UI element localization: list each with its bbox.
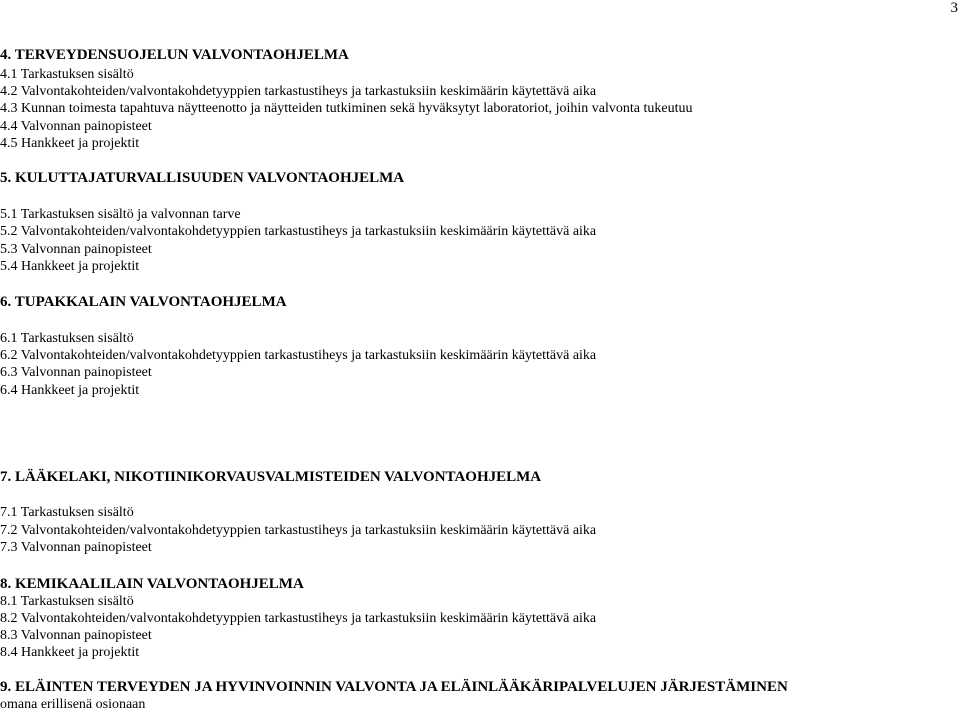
section-heading: 4. TERVEYDENSUOJELUN VALVONTAOHJELMA	[0, 47, 349, 63]
section-item: 5.3 Valvonnan painopisteet	[0, 242, 152, 257]
section-item: omana erillisenä osionaan	[0, 697, 146, 712]
section-item: 7.2 Valvontakohteiden/valvontakohdetyyppien tarkastustiheys ja tarkastuksiin keskimäärin käytettävä aika	[0, 523, 597, 538]
section-item: 5.4 Hankkeet ja projektit	[0, 259, 140, 274]
section-item: 5.1 Tarkastuksen sisältö ja valvonnan tarve	[0, 207, 241, 222]
page-number: 3	[950, 0, 958, 16]
section-item: 6.1 Tarkastuksen sisältö	[0, 331, 134, 346]
section-item: 7.1 Tarkastuksen sisältö	[0, 505, 134, 520]
section-heading: 5. KULUTTAJATURVALLISUUDEN VALVONTAOHJELMA	[0, 170, 405, 186]
section-item: 4.3 Kunnan toimesta tapahtuva näytteenotto ja näytteiden tutkiminen sekä hyväksytyt laboratoriot, joihin valvonta tukeutuu	[0, 101, 693, 116]
section-item: 5.2 Valvontakohteiden/valvontakohdetyyppien tarkastustiheys ja tarkastuksiin keskimäärin käytettävä aika	[0, 224, 597, 239]
section-item: 8.2 Valvontakohteiden/valvontakohdetyyppien tarkastustiheys ja tarkastuksiin keskimäärin käytettävä aika	[0, 611, 597, 626]
section-heading: 8. KEMIKAALILAIN VALVONTAOHJELMA	[0, 576, 304, 592]
section-item: 4.1 Tarkastuksen sisältö	[0, 67, 134, 82]
section-item: 8.3 Valvonnan painopisteet	[0, 628, 152, 643]
section-item: 6.2 Valvontakohteiden/valvontakohdetyyppien tarkastustiheys ja tarkastuksiin keskimäärin käytettävä aika	[0, 348, 597, 363]
section-heading: 7. LÄÄKELAKI, NIKOTIINIKORVAUSVALMISTEIDEN VALVONTAOHJELMA	[0, 469, 542, 485]
section-item: 4.5 Hankkeet ja projektit	[0, 136, 140, 151]
section-heading: 6. TUPAKKALAIN VALVONTAOHJELMA	[0, 294, 287, 310]
section-item: 6.3 Valvonnan painopisteet	[0, 365, 152, 380]
section-item: 8.1 Tarkastuksen sisältö	[0, 594, 134, 609]
section-heading: 9. ELÄINTEN TERVEYDEN JA HYVINVOINNIN VALVONTA JA ELÄINLÄÄKÄRIPALVELUJEN JÄRJESTÄMINEN	[0, 679, 788, 695]
section-item: 4.2 Valvontakohteiden/valvontakohdetyyppien tarkastustiheys ja tarkastuksiin keskimäärin käytettävä aika	[0, 84, 597, 99]
section-item: 8.4 Hankkeet ja projektit	[0, 645, 140, 660]
section-item: 6.4 Hankkeet ja projektit	[0, 383, 140, 398]
section-item: 4.4 Valvonnan painopisteet	[0, 119, 152, 134]
section-item: 7.3 Valvonnan painopisteet	[0, 540, 152, 555]
